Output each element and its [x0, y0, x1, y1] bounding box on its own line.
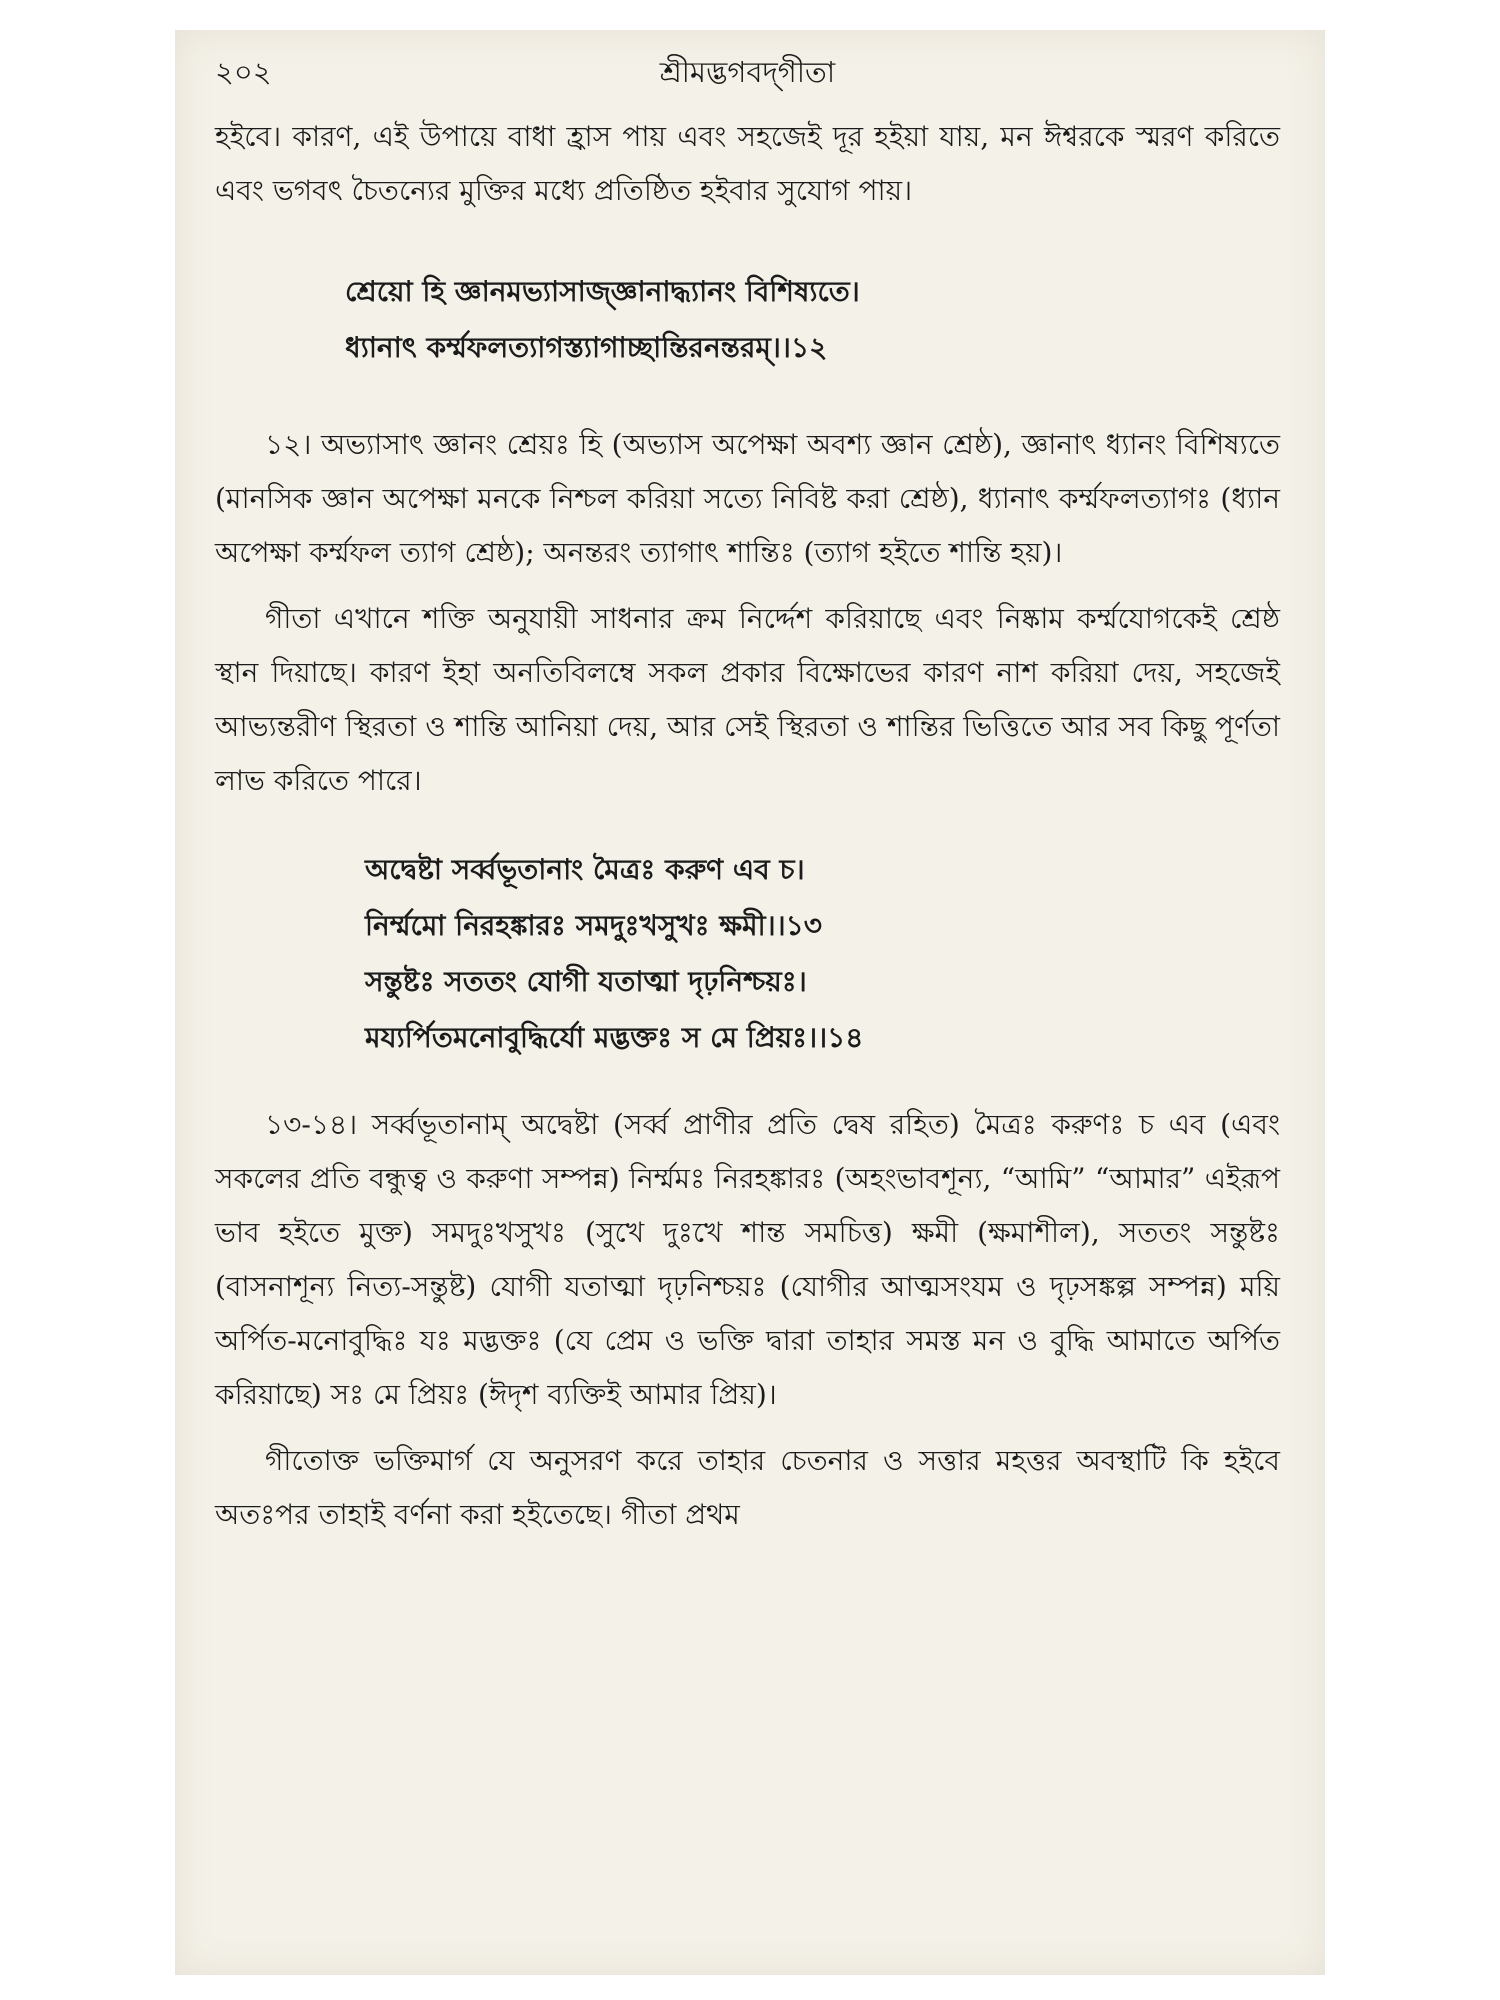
running-title: শ্রীমদ্ভগবদ্‌গীতা	[659, 55, 836, 89]
verse-block-12	[215, 264, 1280, 376]
page-number: ২০২	[215, 55, 272, 89]
page-content	[215, 50, 1280, 1542]
verse-line: ধ্যানাৎ কর্ম্মফলত্যাগস্ত্যাগাচ্ছান্তিরনন্তরম্‌।।১২	[345, 331, 828, 364]
commentary-12: ১২। অভ্যাসাৎ জ্ঞানং শ্রেয়ঃ হি (অভ্যাস অপেক্ষা অবশ্য জ্ঞান শ্রেষ্ঠ), জ্ঞানাৎ ধ্যানং বিশিষ্যতে (মানসিক জ্ঞান অপেক্ষা মনকে নিশ্চল করিয়া সত্যে নিবিষ্ট করা শ্রেষ্ঠ), ধ্যানাৎ কর্ম্মফলত্যাগঃ (ধ্যান অপেক্ষা কর্ম্মফল ত্যাগ শ্রেষ্ঠ); অনন্তরং ত্যাগাৎ শান্তিঃ (ত্যাগ হইতে শান্তি হয়)।	[215, 428, 1280, 569]
verse-line: নির্ম্মমো নিরহঙ্কারঃ সমদুঃখসুখঃ ক্ষমী।।১৩	[365, 909, 822, 942]
paragraph-gita-2: গীতোক্ত ভক্তিমার্গ যে অনুসরণ করে তাহার চেতনার ও সত্তার মহত্তর অবস্থাটি কি হইবে অতঃপর তাহাই বর্ণনা করা হইতেছে। গীতা প্রথম	[215, 1444, 1280, 1531]
book-page	[175, 30, 1325, 1975]
paragraph-gita-1: গীতা এখানে শক্তি অনুযায়ী সাধনার ক্রম নির্দ্দেশ করিয়াছে এবং নিষ্কাম কর্ম্মযোগকেই শ্রেষ্ঠ স্থান দিয়াছে। কারণ ইহা অনতিবিলম্বে সকল প্রকার বিক্ষোভের কারণ নাশ করিয়া দেয়, সহজেই আভ্যন্তরীণ স্থিরতা ও শান্তি আনিয়া দেয়, আর সেই স্থিরতা ও শান্তির ভিত্তিতে আর সব কিছু পূর্ণতা লাভ করিতে পারে।	[215, 602, 1280, 797]
verse-line: ময্যর্পিতমনোবুদ্ধির্যো মদ্ভক্তঃ স মে প্রিয়ঃ।।১৪	[365, 1021, 864, 1054]
commentary-13-14: ১৩-১৪। সর্ব্বভূতানাম্‌ অদ্বেষ্টা (সর্ব্ব প্রাণীর প্রতি দ্বেষ রহিত) মৈত্রঃ করুণঃ চ এব (এবং সকলের প্রতি বন্ধুত্ব ও করুণা সম্পন্ন) নির্ম্মমঃ নিরহঙ্কারঃ (অহংভাবশূন্য, “আমি” “আমার” এইরূপ ভাব হইতে মুক্ত) সমদুঃখসুখঃ (সুখে দুঃখে শান্ত সমচিত্ত) ক্ষমী (ক্ষমাশীল), সততং সন্তুষ্টঃ (বাসনাশূন্য নিত্য-সন্তুষ্ট) যোগী যতাত্মা দৃঢ়নিশ্চয়ঃ (যোগীর আত্মসংযম ও দৃঢ়সঙ্কল্প সম্পন্ন) ময়ি অর্পিত-মনোবুদ্ধিঃ যঃ মদ্ভক্তঃ (যে প্রেম ও ভক্তি দ্বারা তাহার সমস্ত মন ও বুদ্ধি আমাতে অর্পিত করিয়াছে) সঃ মে প্রিয়ঃ (ঈদৃশ ব্যক্তিই আমার প্রিয়)।	[215, 1108, 1280, 1411]
intro-paragraph: হইবে। কারণ, এই উপায়ে বাধা হ্রাস পায় এবং সহজেই দূর হইয়া যায়, মন ঈশ্বরকে স্মরণ করিতে এবং ভগবৎ চৈতন্যের মুক্তির মধ্যে প্রতিষ্ঠিত হইবার সুযোগ পায়।	[215, 120, 1280, 207]
verse-block-13-14	[215, 842, 1280, 1066]
verse-line: অদ্বেষ্টা সর্ব্বভূতানাং মৈত্রঃ করুণ এব চ।	[365, 853, 805, 886]
verse-line: শ্রেয়ো হি জ্ঞানমভ্যাসাজ্‌জ্ঞানাদ্ধ্যানং বিশিষ্যতে।	[345, 275, 860, 308]
page-header	[215, 50, 1280, 110]
verse-line: সন্তুষ্টঃ সততং যোগী যতাত্মা দৃঢ়নিশ্চয়ঃ।	[365, 965, 807, 998]
